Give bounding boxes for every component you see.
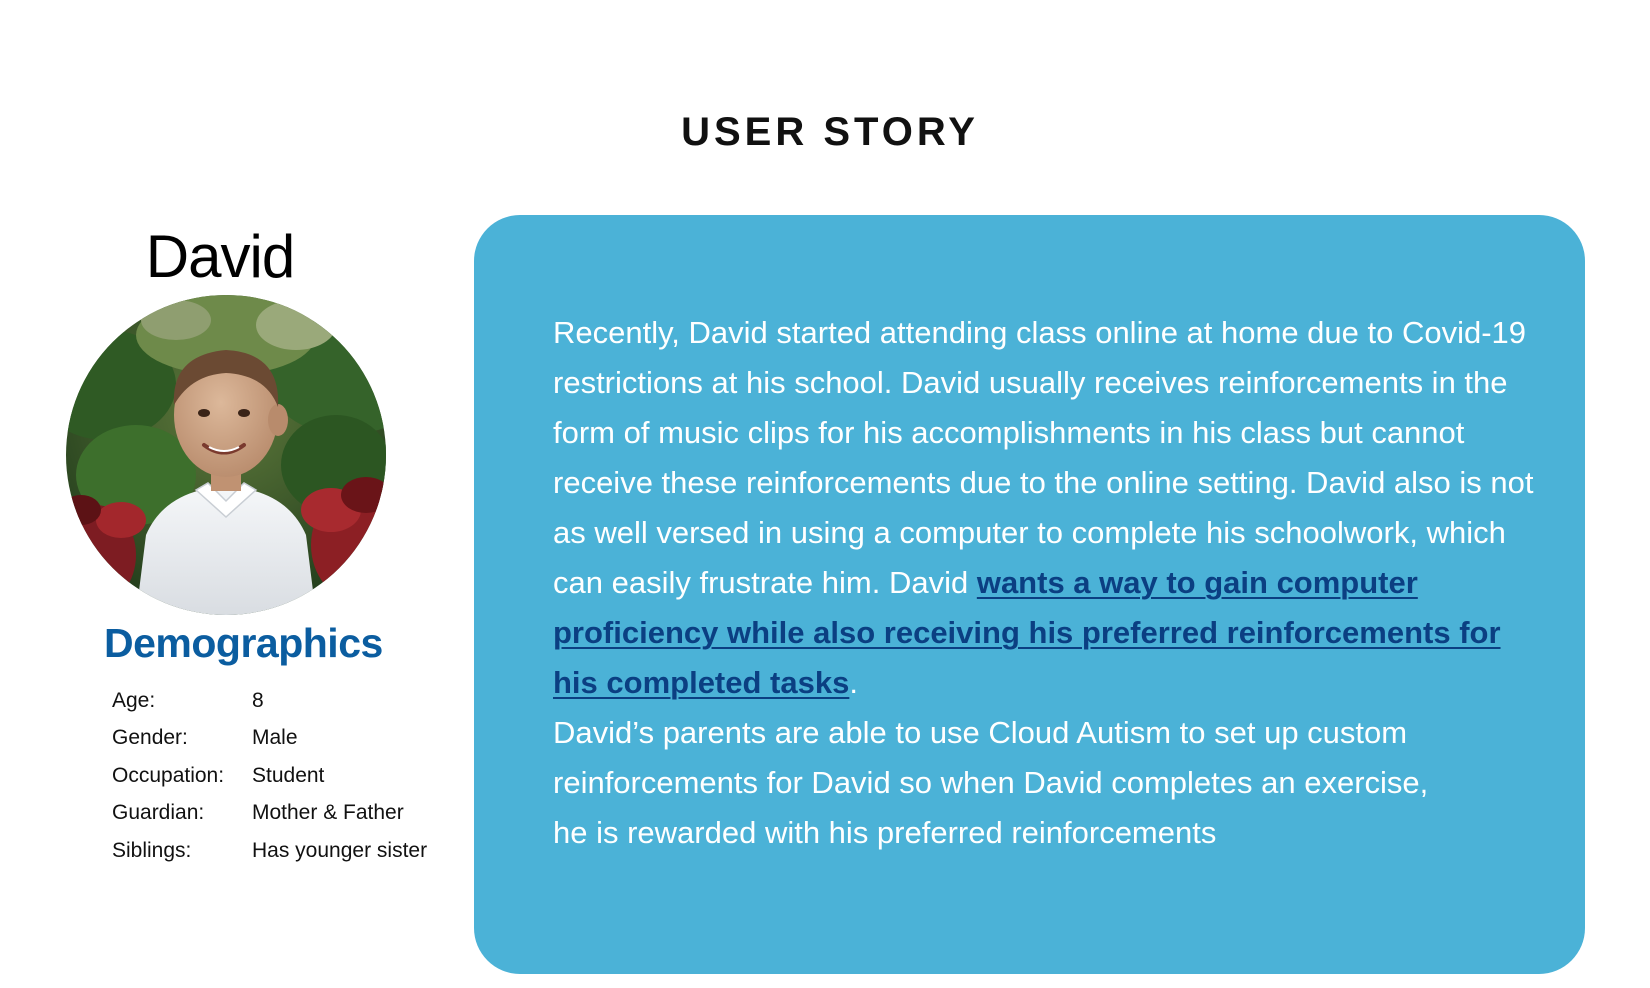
story-paragraph-2: David’s parents are able to use Cloud Autism to set up custom reinforcements for David so when David completes an exercise, he is rewarded with his preferred reinforcements [553,715,1429,850]
demographics-row-age [112,682,427,720]
demographics-value: 8 [252,688,264,712]
demographics-row-gender [112,720,427,758]
section-title: USER STORY [681,110,979,154]
demographics-label: Siblings: [112,838,192,862]
story-period: . [849,665,858,700]
demographics-label: Occupation: [112,763,225,787]
story-highlight-link[interactable]: wants a way to gain computer proficiency while also receiving his preferred reinforcements for his completed tasks [553,565,1501,700]
demographics-label: Guardian: [112,801,205,825]
demographics-label: Gender: [112,726,188,750]
story-intro-text: Recently, David started attending class online at home due to Covid-19 restrictions at his school. David usually receives reinforcements in the form of music clips for his accomplishments in his class but cannot receive these reinforcements due to the online setting. David also is not as well versed in using a computer to complete his schoolwork, which can easily frustrate him. David [553,315,1534,600]
demographics-value: Mother & Father [252,801,404,825]
demographics-table [112,682,427,870]
persona-name: David [145,223,295,290]
demographics-row-siblings [112,832,427,870]
demographics-value: Student [252,763,325,787]
demographics-heading: Demographics [104,620,383,666]
persona-photo [66,295,386,615]
demographics-value: Male [252,726,298,750]
child-portrait-photo-icon [66,295,386,615]
demographics-label: Age: [112,688,156,712]
demographics-value: Has younger sister [252,838,428,862]
demographics-row-guardian [112,795,427,833]
demographics-row-occupation [112,757,427,795]
story-paragraph-1 [553,308,1553,708]
